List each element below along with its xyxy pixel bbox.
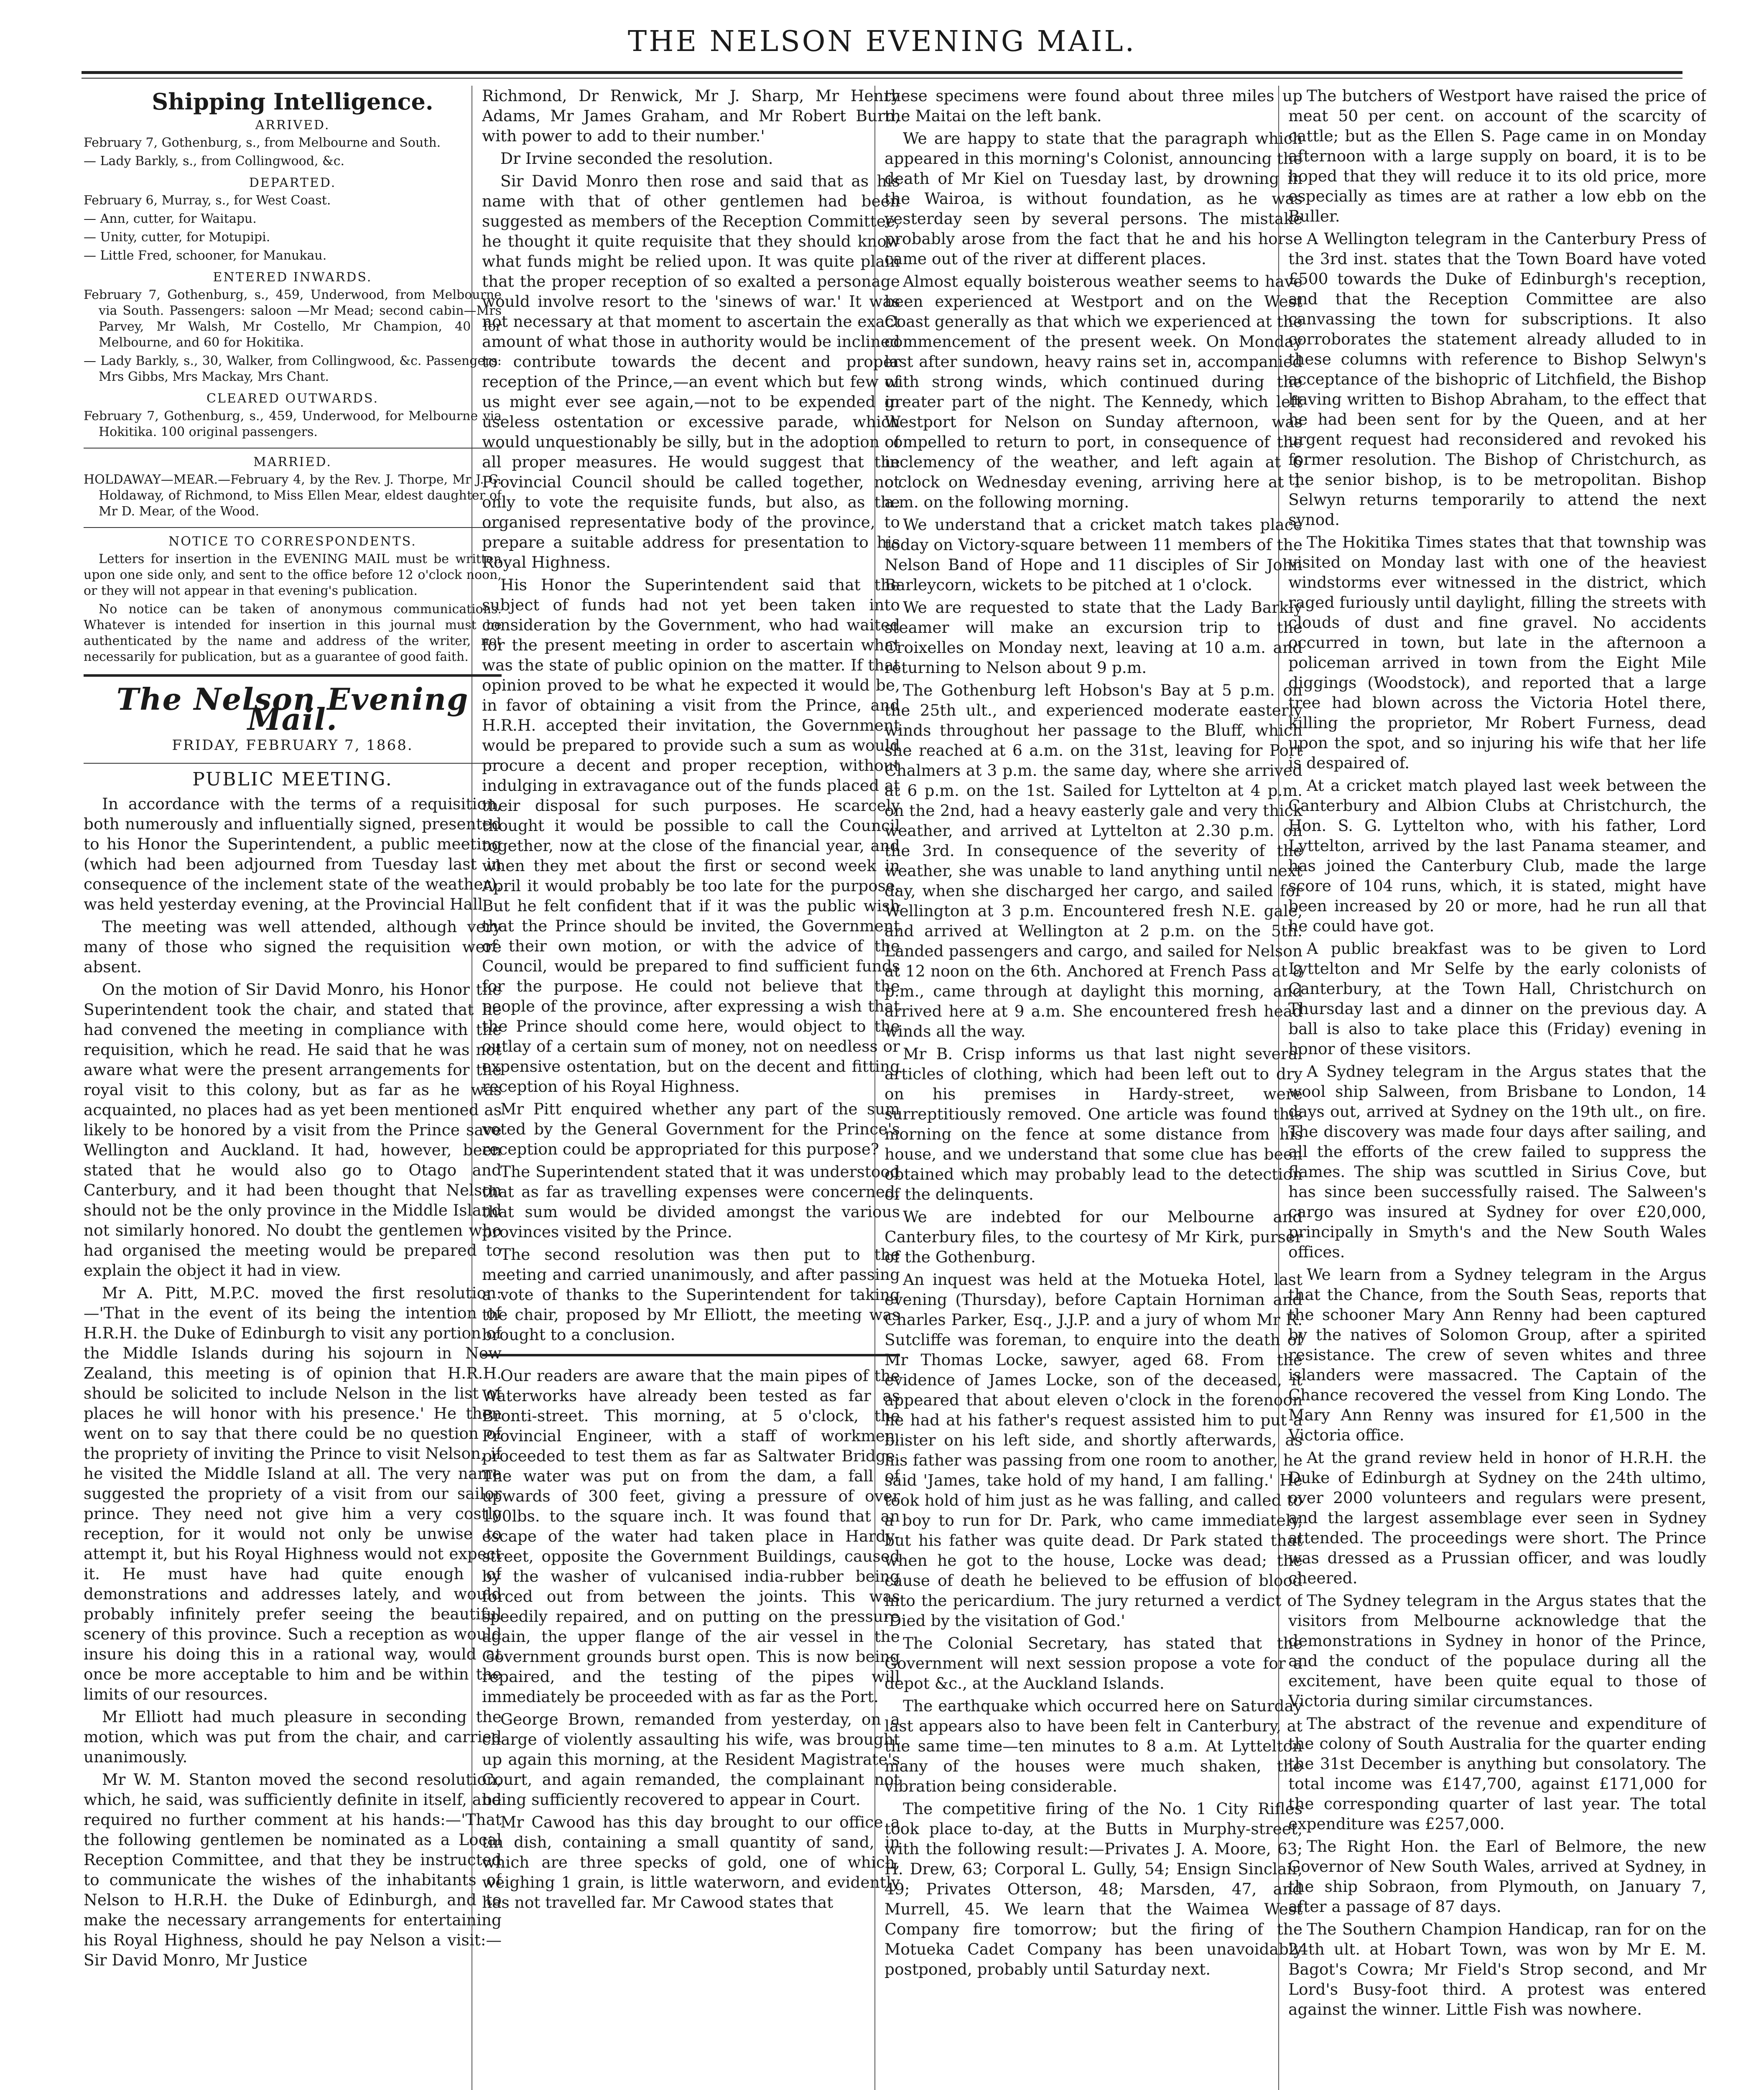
married-section [84, 454, 502, 520]
cleared-label: CLEARED OUTWARDS. [206, 391, 379, 406]
article-paragraph: Mr A. Pitt, M.P.C. moved the first resolution:—'That in the event of its being the intention of H.R.H. the Duke of Edinburgh to visit any portion of the Middle Islands during his sojourn in New Zealand, this meeting is of opinion that H.R.H. should be solicited to include Nelson in the list of places he will honor with his presence.' He then went on to say that there could be no question of the propriety of inviting the Prince to visit Nelson, if he visited the Middle Island at all. The very name suggested the propriety of a visit from our sailor prince. They need not give him a very costly reception, for it would not only be unwise to attempt it, but his Royal Highness would not expect it. He must have had quite enough of demonstrations and addresses lately, and would probably infinitely prefer seeing the beautiful scenery of this province. Such a reception as would insure his doing this in a rational way, would at once be more acceptable to him and be within the limits of our resources. [84, 1284, 502, 1703]
dateline: FRIDAY, FEBRUARY 7, 1868. [172, 737, 413, 754]
article-paragraph: Sir David Monro then rose and said that as his name with that of other gentlemen had been suggested as members of the Reception Committee, he thought it quite requisite that they should know what funds might be relied upon. It was quite plain that the proper reception of so exalted a personage would involve resort to the 'sinews of war.' It was not necessary at that moment to ascertain the exact amount of what those in authority would be inclined to contribute towards the decent and proper reception of the Prince,—an event which but few of us might ever see again,—not to be expended in useless ostentation or excessive parade, which would unquestionably be silly, but in the adoption of all proper measures. He would suggest that the Provincial Council should be called together, not only to vote the requisite funds, but also, as the organised representative body of the province, to prepare a suitable address for presentation to his Royal Highness. [482, 172, 900, 571]
article-paragraph: The butchers of Westport have raised the price of meat 50 per cent. on account of the scarcity of cattle; but as the Ellen S. Page came in on Monday afternoon with a large supply on board, it is to be hoped that they will reduce it to its old price, more especially as times are at rather a low ebb on the Buller. [1288, 87, 1706, 225]
section-rule-thick [482, 1354, 900, 1356]
section-rule [84, 763, 502, 764]
shipping-entry: February 7, Gothenburg, s., 459, Underwood, for Melbourne via Hokitika. 100 original passengers. [84, 409, 502, 439]
article-paragraph: On the motion of Sir David Monro, his Honor the Superintendent took the chair, and stated that he had convened the meeting in compliance with the requisition, which he read. He said that he was not aware what were the present arrangements for the royal visit to this colony, but as far as he was acquainted, no places had as yet been mentioned as likely to be honored by a visit from the Prince save Wellington and Auckland. It had, however, been stated that he would also go to Otago and Canterbury, and it had been thought that Nelson should not be the only province in the Middle Island not similarly honored. No doubt the gentlemen who had organised the meeting would be prepared to explain the object it had in view. [84, 980, 502, 1279]
shipping-entry: — Lady Barkly, s., from Collingwood, &c. [84, 154, 345, 168]
article-paragraph: Mr B. Crisp informs us that last night several articles of clothing, which had been left out to dry on his premises in Hardy-street, were surreptitiously removed. One article was found this morning on the fence at some distance from his house, and we understand that some clue has been obtained which may probably lead to the detection of the delinquents. [885, 1045, 1303, 1203]
article-paragraph: An inquest was held at the Motueka Hotel, last evening (Thursday), before Captain Horniman and Charles Parker, Esq., J.J.P. and a jury of whom Mr R. Sutcliffe was foreman, to enquire into the death of Mr Thomas Locke, sawyer, aged 68. From the evidence of James Locke, son of the deceased, it appeared that about eleven o'clock in the forenoon he had at his father's request assisted him to put a blister on his left side, and shortly afterwards, as his father was passing from one room to another, he said 'James, take hold of my hand, I am falling.' He took hold of him just as he was falling, and called to a boy to run for Dr. Park, who came immediately, but his father was quite dead. Dr Park stated that when he got to the house, Locke was dead; the cause of death he believed to be effusion of blood into the pericardium. The jury returned a verdict of 'Died by the visitation of God.' [885, 1270, 1303, 1630]
article-paragraph: these specimens were found about three miles up the Maitai on the left bank. [885, 87, 1303, 125]
arrived-label: ARRIVED. [255, 118, 330, 133]
meeting-heading: PUBLIC MEETING. [192, 769, 393, 790]
shipping-entry: — Lady Barkly, s., 30, Walker, from Collingwood, &c. Passengers: Mrs Gibbs, Mrs Mackay, Mrs Chant. [84, 354, 502, 384]
section-rule [84, 527, 502, 528]
shipping-heading: Shipping Intelligence. [152, 88, 433, 115]
article-paragraph: The second resolution was then put to the meeting and carried unanimously, and after passing a vote of thanks to the Superintendent for taking the chair, proposed by Mr Elliott, the meeting was brought to a conclusion. [482, 1245, 900, 1344]
notice-heading: NOTICE TO CORRESPONDENTS. [168, 534, 417, 549]
article-paragraph: Mr Pitt enquired whether any part of the sum voted by the General Government for the Prince's reception could be appropriated for this purpose? [482, 1100, 900, 1158]
article-paragraph: The Superintendent stated that it was understood that as far as travelling expenses were concerned, that sum would be divided amongst the various provinces visited by the Prince. [482, 1162, 900, 1241]
column-2 [482, 86, 900, 2090]
masthead-rule [82, 71, 1682, 74]
masthead-rule-thin [82, 78, 1682, 79]
article-paragraph: The Southern Champion Handicap, ran for on the 24th ult. at Hobart Town, was won by Mr E. M. Bagot's Cowra; Mr Field's Strop second, and Mr Lord's Busy-foot third. A protest was entered against the winner. Little Fish was nowhere. [1288, 1920, 1706, 2019]
article-paragraph: The Hokitika Times states that that township was visited on Monday last with one of the heaviest windstorms ever witnessed in the district, which raged furiously until daylight, filling the streets with clouds of dust and fine gravel. No accidents occurred in town, but late in the afternoon a policeman arrived in town from the Eight Mile diggings (Woodstock), and reported that a large tree had blown across the Victoria Hotel there, killing the proprietor, Mr Robert Furness, dead upon the spot, and so injuring his wife that her life is despaired of. [1288, 533, 1706, 772]
masthead: THE NELSON EVENING MAIL. [627, 25, 1137, 58]
article-paragraph: The Colonial Secretary, has stated that the Government will next session propose a vote for a depot &c., at the Auckland Islands. [885, 1634, 1303, 1692]
article-paragraph: Dr Irvine seconded the resolution. [500, 149, 773, 168]
article-paragraph: George Brown, remanded from yesterday, on a charge of violently assaulting his wife, was brought up again this morning, at the Resident Magistrate's Court, and again remanded, the complainant not being sufficiently recovered to appear in Court. [482, 1710, 900, 1809]
article-paragraph: His Honor the Superintendent said that the subject of funds had not yet been taken into consideration by the Government, who had waited for the present meeting in order to ascertain what was the state of public opinion on the matter. If that opinion proved to be what he expected it would be, in favor of obtaining a visit from the Prince, and H.R.H. accepted their invitation, the Government would be prepared to provide such a sum as would procure a decent and proper reception, without indulging in extravagance out of the funds placed at their disposal for such purposes. He scarcely thought it would be possible to call the Council together, now at the close of the financial year, and when they met about the first or second week in April it would probably be too late for the purpose. But he felt confident that if it was the public wish that the Prince should be invited, the Government of their own motion, or with the advice of the Council, would be prepared to find sufficient funds for the purpose. He could not believe that the people of the province, after expressing a wish that the Prince should come here, would object to the outlay of a certain sum of money, not on needless or expensive ostentation, but on the decent and fitting reception of his Royal Highness. [482, 576, 900, 1096]
shipping-entry: — Little Fred, schooner, for Manukau. [84, 248, 327, 263]
article-paragraph: Richmond, Dr Renwick, Mr J. Sharp, Mr Henry Adams, Mr James Graham, and Mr Robert Burn, with power to add to their number.' [482, 87, 900, 145]
article-paragraph: We are indebted for our Melbourne and Canterbury files, to the courtesy of Mr Kirk, purser of the Gothenburg. [885, 1208, 1303, 1266]
article-paragraph: A Sydney telegram in the Argus states that the wool ship Salween, from Brisbane to London, 14 days out, arrived at Sydney on the 19th ult., on fire. The discovery was made four days after sailing, and all the efforts of the crew failed to suppress the flames. The ship was scuttled in Sirius Cove, but has since been successfully raised. The Salween's cargo was insured at Sydney for over £20,000, principally in Smyth's and the New South Wales offices. [1288, 1062, 1706, 1261]
article-paragraph: The competitive firing of the No. 1 City Rifles took place to-day, at the Butts in Murphy-street, with the following result:—Privates J. A. Moore, 63; H. Drew, 63; Corporal L. Gully, 54; Ensign Sinclair, 49; Privates Otterson, 48; Marsden, 47, and Murrell, 45. We learn that the Waimea West Company fire tomorrow; but the firing of the Motueka Cadet Company has been unavoidably postponed, probably until Saturday next. [885, 1799, 1303, 1978]
section-rule-thick [84, 674, 502, 677]
article-paragraph: The meeting was well attended, although very many of those who signed the requisition were absent. [84, 918, 502, 976]
article-paragraph: A public breakfast was to be given to Lord Lyttelton and Mr Selfe by the early colonists of Canterbury, at the Town Hall, Christchurch on Thursday last and a dinner on the previous day. A ball is also to take place this (Friday) evening in honor of these visitors. [1288, 939, 1706, 1058]
article-paragraph: The Sydney telegram in the Argus states that the visitors from Melbourne acknowledge that the demonstrations in Sydney in honor of the Prince, and the conduct of the populace during all the excitement, have been quite equal to those of Victoria during similar circumstances. [1288, 1591, 1706, 1710]
shipping-entry: February 7, Gothenburg, s., 459, Underwood, from Melbourne via South. Passengers: saloon —Mr Mead; second cabin—Mrs Parvey, Mr Walsh, Mr Costello, Mr Champion, 40 for Melbourne, and 60 for Hokitika. [84, 288, 502, 350]
entered-label: ENTERED INWARDS. [213, 270, 372, 285]
article-paragraph: Mr Elliott had much pleasure in seconding the motion, which was put from the chair, and carried unanimously. [84, 1708, 502, 1766]
article-paragraph: The earthquake which occurred here on Saturday last appears also to have been felt in Canterbury, at the same time—ten minutes to 8 a.m. At Lyttelton many of the houses were much shaken, the vibration being considerable. [885, 1697, 1303, 1795]
notice-text: Letters for insertion in the EVENING MAIL must be written upon one side only, and sent to the office before 12 o'clock noon, or they will not appear in that evening's publication. [84, 552, 502, 598]
article-paragraph: At a cricket match played last week between the Canterbury and Albion Clubs at Christchurch, the Hon. S. G. Lyttelton who, with his father, Lord Lyttelton, arrived by the last Panama steamer, and has joined the Canterbury Club, made the large score of 104 runs, which, it is stated, might have been increased by 20 or more, had he run all that he could have got. [1288, 776, 1706, 935]
article-paragraph: Almost equally boisterous weather seems to have been experienced at Westport and on the West Coast generally as that which we experienced at the commencement of the present week. On Monday last after sundown, heavy rains set in, accompanied with strong winds, which continued during the greater part of the night. The Kennedy, which left Westport for Nelson on Sunday afternoon, was compelled to return to port, in consequence of the inclemency of the weather, and left again at 6 o'clock on Wednesday evening, arriving here at 1 a.m. on the following morning. [885, 272, 1303, 511]
shipping-section [84, 117, 502, 440]
article-paragraph: We are happy to state that the paragraph which appeared in this morning's Colonist, announcing the death of Mr Kiel on Tuesday last, by drowning in the Wairoa, is without foundation, as he was yesterday seen by several persons. The mistake probably arose from the fact that he and his horse came out of the river at different places. [885, 129, 1303, 268]
article-paragraph: We learn from a Sydney telegram in the Argus that the Chance, from the South Seas, reports that the schooner Mary Ann Renny had been captured by the natives of Solomon Group, after a spirited resistance. The crew of seven whites and three islanders were massacred. The Captain of the Chance recovered the vessel from King Londo. The Mary Ann Renny was insured for £1,500 in the Victoria office. [1288, 1265, 1706, 1444]
article-paragraph: The Right Hon. the Earl of Belmore, the new Governor of New South Wales, arrived at Sydney, in the ship Sobraon, from Plymouth, on January 7, after a passage of 87 days. [1288, 1837, 1706, 1916]
article-paragraph: At the grand review held in honor of H.R.H. the Duke of Edinburgh at Sydney on the 24th ultimo, over 2000 volunteers and regulars were present, and the largest assemblage ever seen in Sydney attended. The proceedings were short. The Prince was dressed as a Prussian officer, and was loudly cheered. [1288, 1448, 1706, 1587]
notice-text: No notice can be taken of anonymous communications. Whatever is intended for insertion in this journal must be authenticated by the name and address of the writer, not necessarily for publication, but as a guarantee of good faith. [84, 602, 502, 664]
notice-section [84, 534, 502, 665]
departed-label: DEPARTED. [249, 176, 336, 190]
paper-name: The Nelson Evening Mail. [116, 681, 469, 737]
shipping-entry: — Ann, cutter, for Waitapu. [84, 212, 257, 226]
article-paragraph: We understand that a cricket match takes place today on Victory-square between 11 members of the Nelson Band of Hope and 11 disciples of Sir John Barleycorn, wickets to be pitched at 1 o'clock. [885, 515, 1303, 594]
article-paragraph: Mr Cawood has this day brought to our office a tin dish, containing a small quantity of sand, in which are three specks of gold, one of which, weighing 1 grain, is little waterworn, and evidently has not travelled far. Mr Cawood states that [482, 1813, 900, 1912]
column-4 [1288, 86, 1706, 2090]
article-paragraph: We are requested to state that the Lady Barkly steamer will make an excursion trip to the Croixelles on Monday next, leaving at 10 a.m. and returning to Nelson about 9 p.m. [885, 598, 1303, 677]
married-heading: MARRIED. [253, 455, 332, 469]
section-rule [84, 448, 502, 449]
article-paragraph: The abstract of the revenue and expenditure of the colony of South Australia for the quarter ending the 31st December is anything but consolatory. The total income was £147,700, against £171,000 for the corresponding quarter of last year. The total expenditure was £257,000. [1288, 1714, 1706, 1833]
article-paragraph: Our readers are aware that the main pipes of the Waterworks have already been tested as far as Bronti-street. This morning, at 5 o'clock, the Provincial Engineer, with a staff of workmen, proceeded to test them as far as Saltwater Bridge. The water was put on from the dam, a fall of upwards of 300 feet, giving a pressure of over 100lbs. to the square inch. It was found that an escape of the water had taken place in Hardy-street, opposite the Government Buildings, caused by the washer of vulcanised india-rubber being forced out from between the joints. This was speedily repaired, and on putting on the pressure again, the upper flange of the air vessel in the Government grounds burst open. This is now being repaired, and the testing of the pipes will immediately be proceeded with as far as the Port. [482, 1366, 900, 1706]
column-1 [84, 86, 502, 2090]
shipping-entry: February 6, Murray, s., for West Coast. [84, 193, 331, 208]
married-notice: HOLDAWAY—MEAR.—February 4, by the Rev. J. Thorpe, Mr J. C. Holdaway, of Richmond, to Miss Ellen Mear, eldest daughter of Mr D. Mear, of the Wood. [84, 472, 502, 519]
article-paragraph: In accordance with the terms of a requisition, both numerously and influentially signed, presented to his Honor the Superintendent, a public meeting (which had been adjourned from Tuesday last in consequence of the inclement state of the weather), was held yesterday evening, at the Provincial Hall. [84, 795, 502, 913]
article-paragraph: Mr W. M. Stanton moved the second resolution, which, he said, was sufficiently definite in itself, and required no further comment at his hands:—'That the following gentlemen be nominated as a Local Reception Committee, and that they be instructed to communicate the wishes of the inhabitants of Nelson to H.R.H. the Duke of Edinburgh, and to make the necessary arrangements for entertaining his Royal Highness, should he pay Nelson a visit:—Sir David Monro, Mr Justice [84, 1770, 502, 1969]
column-3 [885, 86, 1303, 2090]
article-paragraph: The Gothenburg left Hobson's Bay at 5 p.m. on the 25th ult., and experienced moderate easterly winds throughout her passage to the Bluff, which she reached at 6 a.m. on the 31st, leaving for Port Chalmers at 3 p.m. the same day, where she arrived at 6 p.m. on the 1st. Sailed for Lyttelton at 4 p.m. on the 2nd, had a heavy easterly gale and very thick weather, and arrived at Lyttelton at 2.30 p.m. on the 3rd. In consequence of the severity of the weather, she was unable to land anything until next day, when she discharged her cargo, and sailed for Wellington at 3 p.m. Encountered fresh N.E. gale, and arrived at Wellington at 2 p.m. on the 5th. Landed passengers and cargo, and sailed for Nelson at 12 noon on the 6th. Anchored at French Pass at 8 p.m., came through at daylight this morning, and arrived here at 9 a.m. She encountered fresh head winds all the way. [885, 681, 1303, 1040]
shipping-entry: February 7, Gothenburg, s., from Melbourne and South. [84, 135, 441, 150]
shipping-entry: — Unity, cutter, for Motupipi. [84, 230, 270, 245]
article-paragraph: A Wellington telegram in the Canterbury Press of the 3rd inst. states that the Town Board have voted £500 towards the Duke of Edinburgh's reception, and that the Reception Committee are also canvassing the town for subscriptions. It also corroborates the statement already alluded to in these columns with reference to Bishop Selwyn's acceptance of the bishopric of Litchfield, the Bishop having written to Bishop Abraham, to the effect that he had been sent for by the Queen, and at her urgent request had reconsidered and revoked his former resolution. The Bishop of Christchurch, as the senior bishop, is to be metropolitan. Bishop Selwyn returns temporarily to attend the next synod. [1288, 229, 1706, 529]
